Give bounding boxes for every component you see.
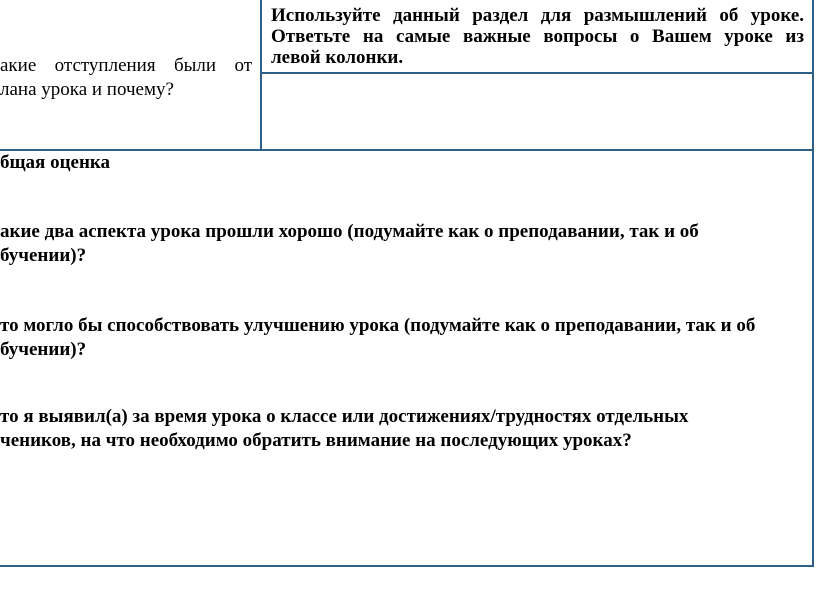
- right-border: [812, 0, 814, 567]
- left-question-line-1: акие отступления были от: [0, 55, 252, 76]
- question-1-line-2: бучении)?: [0, 245, 87, 266]
- question-3-line-2: чеников, на что необходимо обратить внимание на последующих уроках?: [0, 430, 632, 451]
- reflection-instruction: [271, 5, 804, 68]
- question-1-line-1: акие два аспекта урока прошли хорошо (подумайте как о преподавании, так и об: [0, 221, 699, 242]
- left-question-line-2: лана урока и почему?: [0, 79, 174, 100]
- question-3-line-1: то я выявил(а) за время урока о классе или достижениях/трудностях отдельных: [0, 406, 689, 427]
- reflection-instruction-line-1: Используйте данный раздел для размышлений об уроке.: [271, 5, 804, 26]
- vertical-divider: [260, 0, 262, 150]
- overall-heading: бщая оценка: [0, 152, 111, 173]
- row-divider-right: [262, 72, 814, 74]
- question-2-line-1: то могло бы способствовать улучшению урока (подумайте как о преподавании, так и об: [0, 315, 756, 336]
- row-divider-full: [0, 149, 814, 151]
- bottom-border: [0, 565, 814, 567]
- reflection-instruction-line-2: Ответьте на самые важные вопросы о Вашем уроке из: [271, 26, 804, 47]
- reflection-instruction-line-3: левой колонки.: [271, 47, 404, 68]
- question-2-line-2: бучении)?: [0, 339, 87, 360]
